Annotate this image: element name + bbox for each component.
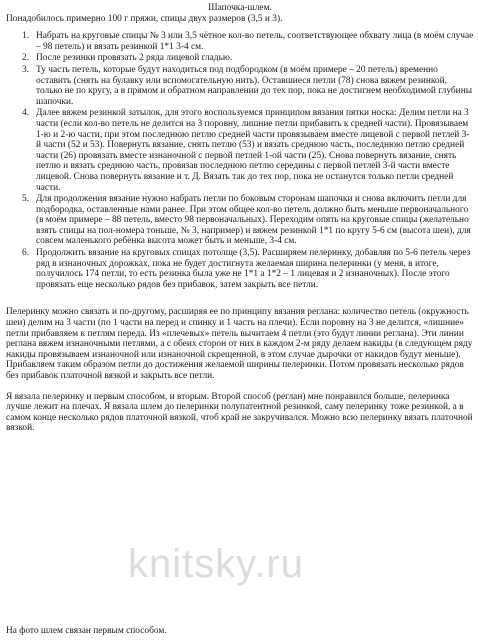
step-text: После резинки провязать 2 ряда лицевой гладью. [36, 53, 233, 64]
site-watermark: knitsky.ru [128, 542, 304, 586]
list-item [6, 194, 474, 247]
list-item [6, 248, 474, 290]
photo-caption: На фото шлем связан первым способом. [6, 626, 167, 636]
step-number: 2. [22, 53, 30, 64]
step-number: 4. [22, 108, 30, 119]
steps-list [6, 31, 474, 290]
step-text: Продолжить вязание на круговых спицах потолще (3,5). Расширяем пелеринку, добавляя по 5-6 петель через ряд в изнаночных дорожках, пока не будет достигнута желаемая ширина пелеринки (у меня, в итоге, получилось 174 петли, то есть резинка была уже не 1*1 а 1*2 – 1 лицевая и 2 изнаночных). После этого провязать еще несколько рядов без прибавок, затем закрыть все петли. [36, 248, 471, 290]
list-item [6, 31, 474, 52]
intro-paragraph: Понадобилось примерно 100 г пряжи, спицы двух размеров (3,5 и 3). [6, 13, 283, 24]
spacer [6, 291, 474, 307]
raglan-paragraph: Пелеринку можно связать и по-другому, расширяя ее по принципу вязания реглана: количество петель (окружность шеи) делим на 3 части (по 1 части на перед и спинку и 1 часть на плечи). Если поровну на 3 не делится, «лишние» петли прибавляем к петлям переда. Из «плечевых» петель вычитаем 4 петли (это будут линии реглана). Эти линии реглана вяжем изнаночными петлями, а с обеих сторон от них в каждом 2-м ряду делаем накиды (в следующем ряду накиды провязываем изнаночной или изнаночной скрещенной, в этом случае дырочки от накидов будут меньше). Прибавляем таким образом петли до достижения желаемой ширины пелеринки. Потом провязать несколько рядов без прибавок платочной вязкой и закрыть все петли. [6, 307, 473, 381]
step-text: Набрать на круговые спицы № 3 или 3,5 чётное кол-во петель, соответствующее обхвату лица (в моём случае – 98 петель) и вязать резинкой 1*1 3-4 см. [36, 31, 474, 52]
step-number: 1. [22, 31, 30, 42]
step-number: 3. [22, 64, 30, 75]
document-page [6, 0, 474, 434]
document-title: Шапочка-шлем. [208, 3, 272, 13]
step-number: 5. [22, 194, 30, 205]
method-choice-paragraph: Я вязала пелеринку и первым способом, и вторым. Второй способ (реглан) мне понравился больше, пелеринка лучше лежит на плечах. Я вязала шлем до пелеринки полупатентной резинкой, саму пелеринку тоже резинкой, а в самом конце несколько рядов платочной вязкой, чтоб край не закручивался. Можно всю пелеринку вязать платочной вязкой. [6, 391, 473, 434]
list-item [6, 53, 474, 64]
step-text: Далее вяжем резинкой затылок, для этого воспользуемся принципом вязания пятки носка: Делим петли на 3 части (если кол-во петель не делится на 3 поровну, лишние петли прибавить к средней части). Провязываем 1-ю и 2-ю части, при этом последнюю петлю средней части провязываем вместе лицевой с первой петлей 3-й части (52 и 53). Повернуть вязание, снять петлю (53) и вязать среднюю часть, последнюю петлю средней части (26) провязать вместе изнаночной с первой петлей 1-ой части (25). Снова повернуть вязание, снять петлю и вязать среднюю часть, провязав последнюю петлю середины с первой петлей 3-й части вместе лицевой. Снова повернуть вязание и т. Д. Вязать так до тех пор, пока не останутся только петли средней части. [36, 108, 470, 193]
list-item [6, 108, 474, 193]
spacer [6, 382, 474, 392]
list-item [6, 65, 474, 107]
step-text: Ту часть петель, которые будут находиться под подбородком (в моём примере – 20 петель) временно оставить (снять на булавку или вспомогательную нить). Оставшиеся петли (78) снова вяжем резинкой, только не по кругу, а в прямом и обратном направлении до тех пор, пока не достигнем необходимой глубины шапочки. [36, 64, 473, 107]
step-text: Для продолжения вязание нужно набрать петли по боковым сторонам шапочки и снова включить петли для подбородка, оставленные нами ранее. При этом общее кол-во петель должно быть меньше первоначального (в моём примере – 88 петель, вместо 98 первоначальных). Переходим опять на круговые спицы (желательно взять спицы на пол-номера тоньше, № 3, например) и вяжем резинкой 1*1 по кругу 5-6 см (высота шеи), для совсем маленького ребёнка высота может быть и меньше, 3-4 см. [36, 194, 471, 247]
step-number: 6. [22, 248, 30, 259]
